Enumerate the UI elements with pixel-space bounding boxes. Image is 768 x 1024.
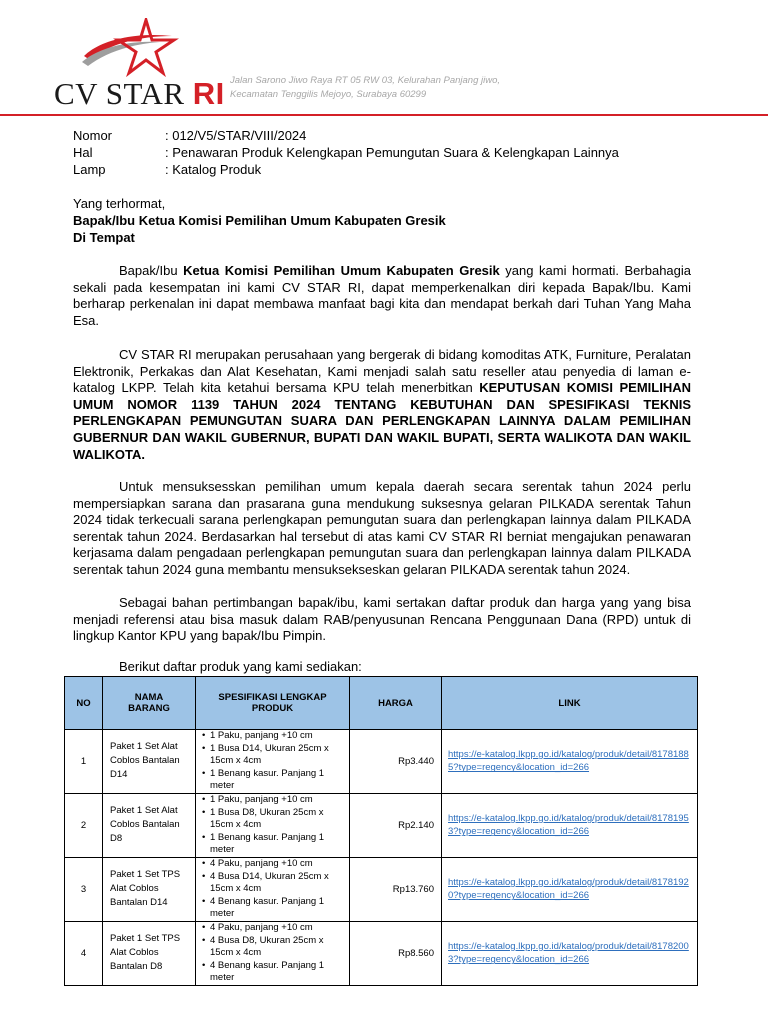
row-name: Paket 1 Set Alat Coblos Bantalan D14 <box>103 730 196 794</box>
paragraph-2: CV STAR RI merupakan perusahaan yang bergerak di bidang komoditas ATK, Furniture, Peralatan Elektronik, Perkakas dan Alat Kesehatan, Kami menjadi salah satu reseller atau penyedia di laman e-katalog LKPP. Telah kita ketahui bersama KPU telah menerbitkan KEPUTUSAN KOMISI PEMILIHAN UMUM NOMOR 1139 TAHUN 2024 TENTANG KEBUTUHAN DAN SPESIFIKASI TEKNIS PERLENGKAPAN PEMUNGUTAN SUARA DAN PERLENGKAPAN LAINNYA DALAM PEMILIHAN GUBERNUR DAN WAKIL GUBERNUR, BUPATI DAN WAKIL BUPATI, SERTA WALIKOTA DAN WAKIL WALIKOTA. <box>73 347 692 462</box>
spec-item: • 4 Busa D8, Ukuran 25cm x 15cm x 4cm <box>210 935 345 960</box>
product-table <box>64 676 698 986</box>
nomor-value: : 012/V5/STAR/VIII/2024 <box>165 128 307 143</box>
catalog-link[interactable]: https://e-katalog.lkpp.go.id/katalog/produk/detail/81782003?type=regency&location_id=266 <box>448 940 689 966</box>
address-line-2: Kecamatan Tenggilis Mejoyo, Surabaya 60299 <box>230 89 427 100</box>
star-swoosh-icon <box>80 18 190 80</box>
meta-hal <box>73 144 619 161</box>
nomor-label: Nomor <box>73 128 113 143</box>
row-price: Rp2.140 <box>350 793 442 857</box>
table-row <box>65 921 698 985</box>
row-price: Rp13.760 <box>350 857 442 921</box>
row-name: Paket 1 Set TPS Alat Coblos Bantalan D8 <box>103 921 196 985</box>
row-link-cell <box>442 857 698 921</box>
spec-item: • 1 Benang kasur. Panjang 1 meter <box>210 768 345 793</box>
spec-item: • 4 Busa D14, Ukuran 25cm x 15cm x 4cm <box>210 871 345 896</box>
header-spec: SPESIFIKASI LENGKAP PRODUK <box>196 677 350 730</box>
row-link-cell <box>442 793 698 857</box>
catalog-link[interactable]: https://e-katalog.lkpp.go.id/katalog/produk/detail/81781920?type=regency&location_id=266 <box>448 876 689 902</box>
row-no: 1 <box>65 730 103 794</box>
row-price: Rp3.440 <box>350 730 442 794</box>
header-no: NO <box>65 677 103 730</box>
meta-nomor <box>73 127 619 144</box>
company-wordmark: CV STAR RI <box>54 76 225 111</box>
table-row <box>65 730 698 794</box>
spec-item: • 1 Paku, panjang +10 cm <box>210 730 345 743</box>
hal-value: : Penawaran Produk Kelengkapan Pemungutan Suara & Kelengkapan Lainnya <box>165 145 619 160</box>
spec-item: • 1 Busa D14, Ukuran 25cm x 15cm x 4cm <box>210 743 345 768</box>
row-name: Paket 1 Set TPS Alat Coblos Bantalan D14 <box>103 857 196 921</box>
row-price: Rp8.560 <box>350 921 442 985</box>
header-link: LINK <box>442 677 698 730</box>
row-spec <box>196 857 350 921</box>
address-line-1: Jalan Sarono Jiwo Raya RT 05 RW 03, Kelurahan Panjang jiwo, <box>230 75 501 86</box>
table-header-row <box>65 677 698 730</box>
row-link-cell <box>442 921 698 985</box>
letter-meta <box>73 127 619 178</box>
spec-item: • 1 Benang kasur. Panjang 1 meter <box>210 832 345 857</box>
spec-item: • 4 Paku, panjang +10 cm <box>210 858 345 871</box>
row-spec <box>196 921 350 985</box>
header-divider <box>0 114 768 116</box>
catalog-link[interactable]: https://e-katalog.lkpp.go.id/katalog/produk/detail/81781953?type=regency&location_id=266 <box>448 812 689 838</box>
header-price: HARGA <box>350 677 442 730</box>
salutation: Yang terhormat, <box>73 196 166 211</box>
product-list-intro: Berikut daftar produk yang kami sediakan: <box>119 659 362 674</box>
spec-item: • 4 Benang kasur. Panjang 1 meter <box>210 896 345 921</box>
row-spec <box>196 730 350 794</box>
company-logo <box>54 18 225 111</box>
paragraph-1: Bapak/Ibu Ketua Komisi Pemilihan Umum Kabupaten Gresik yang kami hormati. Berbahagia sekali pada kesempatan ini kami CV STAR RI, dapat memperkenalkan diri kepada Bapak/Ibu. Kami berharap perkenalan ini dapat membawa manfaat bagi kita dan mendapat berkah dari Tuhan Yang Maha Esa. <box>73 263 691 328</box>
table-row <box>65 857 698 921</box>
recipient: Bapak/Ibu Ketua Komisi Pemilihan Umum Kabupaten Gresik <box>73 213 446 228</box>
lamp-label: Lamp <box>73 162 106 177</box>
spec-item: • 4 Benang kasur. Panjang 1 meter <box>210 960 345 985</box>
row-no: 3 <box>65 857 103 921</box>
spec-item: • 1 Busa D8, Ukuran 25cm x 15cm x 4cm <box>210 807 345 832</box>
catalog-link[interactable]: https://e-katalog.lkpp.go.id/katalog/produk/detail/81781885?type=regency&location_id=266 <box>448 748 689 774</box>
meta-lamp <box>73 161 619 178</box>
paragraph-3: Untuk mensuksesskan pemilihan umum kepala daerah secara serentak tahun 2024 perlu mempersiapkan sarana dan prasarana guna mendukung suksesnya gelaran PILKADA serentak Tahun 2024 tidak terkecuali sarana perlengkapan pemungutan suara dan perlengkapan lainnya dalam PILKADA serentak tahun 2024. Berdasarkan hal tersebut di atas kami CV STAR RI berniat mengajukan penawaran kerjasama dalam pengadaan perlengkapan pemungutan suara dan perlengkapan lainnya dalam PILKADA serentak tahun 2024 guna membantu mensuksekseskan gelaran PILKADA serentak tahun 2024. <box>73 479 691 577</box>
spec-item: • 4 Paku, panjang +10 cm <box>210 922 345 935</box>
paragraph-4: Sebagai bahan pertimbangan bapak/ibu, kami sertakan daftar produk dan harga yang yang bisa menjadi referensi atau bisa masuk dalam RAB/penyusunan Rencana Penggunaan Dana (RPD) untuk di lingkup Kantor KPU yang bapak/Ibu Pimpin. <box>73 595 691 644</box>
spec-item: • 1 Paku, panjang +10 cm <box>210 794 345 807</box>
greeting <box>73 195 446 246</box>
table-row <box>65 793 698 857</box>
hal-label: Hal <box>73 145 93 160</box>
row-name: Paket 1 Set Alat Coblos Bantalan D8 <box>103 793 196 857</box>
row-spec <box>196 793 350 857</box>
row-no: 4 <box>65 921 103 985</box>
recipient-place: Di Tempat <box>73 230 135 245</box>
company-address <box>230 74 500 102</box>
lamp-value: : Katalog Produk <box>165 162 262 177</box>
header-name: NAMA BARANG <box>103 677 196 730</box>
row-no: 2 <box>65 793 103 857</box>
row-link-cell <box>442 730 698 794</box>
